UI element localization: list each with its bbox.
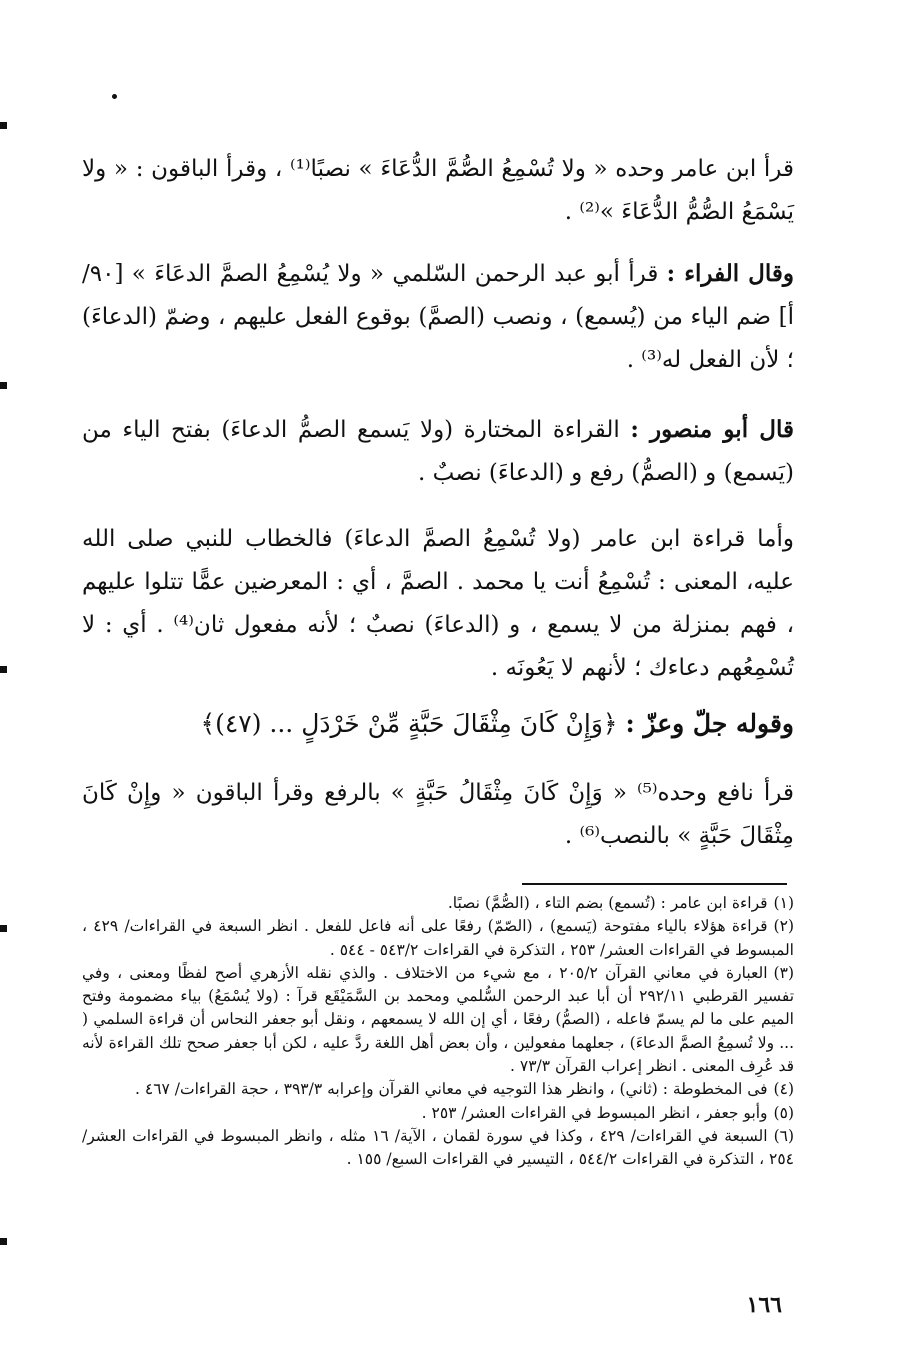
footnote-number: (٦) (773, 1126, 795, 1145)
footnote-text: فى المخطوطة : (ثاني) ، وانظر هذا التوجيه في معاني القرآن وإعرابه ٣٩٣/٣ ، حجة القراءات/ ٤٦٧ . (135, 1080, 768, 1099)
margin-mark (0, 382, 7, 389)
page-number: ١٦٦ (746, 1292, 782, 1318)
paragraph-lead: قال أبو منصور : (630, 416, 794, 443)
paragraph-3 (82, 408, 794, 495)
footnote (82, 1125, 794, 1172)
footnote-number: (١) (773, 894, 794, 912)
footnote (82, 1078, 794, 1101)
footnote-number: (٤) (773, 1080, 794, 1099)
paragraph-text: القراءة المختارة (ولا يَسمع الصمُّ الدعاءَ) بفتح الياء من (يَسمع) و (الصمُّ) رفع و (الدعاءَ) نصبٌ . (82, 417, 794, 486)
footnote-text: السبعة في القراءات/ ٤٢٩ ، وكذا في سورة لقمان ، الآية/ ١٦ مثله ، وانظر المبسوط في القراءات العشر/ ٢٥٤ ، التذكرة في القراءات ٥٤٤/٢ ، التيسير في القراءات السبع/ ١٥٥ . (82, 1126, 794, 1169)
paragraph-text: قرأ نافع وحده⁽⁵⁾ « وَإِنْ كَانَ مِثْقَالُ حَبَّةٍ » بالرفع وقرأ الباقون « وإِنْ كَانَ مِثْقَالَ حَبَّةٍ » بالنصب⁽⁶⁾ . (82, 780, 794, 849)
paragraph-4 (82, 518, 794, 690)
verse-lead: وقوله جلّ وعزّ : (625, 709, 794, 738)
paragraph-1 (82, 148, 794, 234)
footnote-number: (٥) (773, 1103, 794, 1122)
margin-mark (0, 122, 7, 129)
paragraph-2 (82, 252, 794, 382)
footnote (82, 915, 794, 962)
margin-mark (0, 925, 7, 932)
footnote-text: قراءة ابن عامر : (تُسمع) بضم التاء ، (الصُّمَّ) نصبًا. (447, 894, 768, 912)
footnote (82, 892, 794, 915)
margin-mark (0, 1238, 7, 1245)
paragraph-text: قرأ ابن عامر وحده « ولا تُسْمِعُ الصُّمَّ الدُّعَاءَ » نصبًا⁽¹⁾ ، وقرأ الباقون : « ولا يَسْمَعُ الصُّمُّ الدُّعَاءَ »⁽²⁾ . (82, 156, 794, 225)
paragraph-text: قرأ أبو عبد الرحمن السّلمي « ولا يُسْمِعُ الصمَّ الدعَاءَ » [٩٠/ أ] ضم الياء من (يُسمع) ، ونصب (الصمَّ) بوقوع الفعل عليهم ، وضمّ (الدعاءَ) ؛ لأن الفعل له⁽³⁾ . (82, 261, 794, 373)
verse-line (82, 702, 794, 746)
footnote-text: العبارة في معاني القرآن ٢٠٥/٢ ، مع شيء من الاختلاف . والذي نقله الأزهري أصح لفظًا ومعنى ، وفي تفسير القرطبي ٢٩٢/١١ أن أبا عبد الرحمن السُّلمي ومحمد بن السَّمَيْقَع قرآ : (ولا يُسْمَعُ) بياء مضمومة وفتح الميم على ما لم يسمّ فاعله ، (الصمُّ) رفعًا ، أي إن الله لا يسمعهم ، ونقل أبو جعفر النحاس أن قراءة السلمي ( ... ولا تُسمِعُ الصمَّ الدعاءَ) ، جعلهما مفعولين ، وأن بعض أهل اللغة ردَّ عليه ، لكن أبا جعفر صحح تلك القراءة لأنه قد عُرِف المعنى . انظر إعراب القرآن ٧٣/٣ . (82, 963, 795, 1076)
verse-text: ﴿وَإِنْ كَانَ مِثْقَالَ حَبَّةٍ مِّنْ خَرْدَلٍ ... (٤٧)﴾ (200, 709, 626, 738)
footnote-number: (٢) (773, 917, 794, 936)
footnote (82, 962, 794, 1078)
reading-paragraph (82, 772, 794, 858)
margin-mark (0, 666, 7, 673)
footnote-divider (522, 883, 787, 885)
paragraph-lead: وقال الفراء : (666, 260, 794, 287)
footnote-number: (٣) (773, 963, 794, 982)
footnote-text: قراءة هؤلاء بالياء مفتوحة (يَسمع) ، (الصّمّ) رفعًا على أنه فاعل للفعل . انظر السبعة في القراءات/ ٤٢٩ ، المبسوط في القراءات العشر/ ٢٥٣ ، التذكرة في القراءات ٥٤٣/٢ - ٥٤٤ . (82, 917, 794, 959)
footnote-text: وأبو جعفر ، انظر المبسوط في القراءات العشر/ ٢٥٣ . (421, 1103, 768, 1122)
footnote (82, 1102, 794, 1125)
paragraph-text: وأما قراءة ابن عامر (ولا تُسْمِعُ الصمَّ الدعاءَ) فالخطاب للنبي صلى الله عليه، المعنى : تُسْمِعُ أنت يا محمد . الصمَّ ، أي : المعرضين عمًّا تتلوا عليهم ، فهم بمنزلة من لا يسمع ، و (الدعاءَ) نصبٌ ؛ لأنه مفعول ثان⁽⁴⁾ . أي : لا تُسْمِعُهم دعاءك ؛ لأنهم لا يَعُونَه . (82, 526, 795, 681)
stray-dot-mark (112, 94, 117, 99)
footnotes (82, 892, 794, 1172)
